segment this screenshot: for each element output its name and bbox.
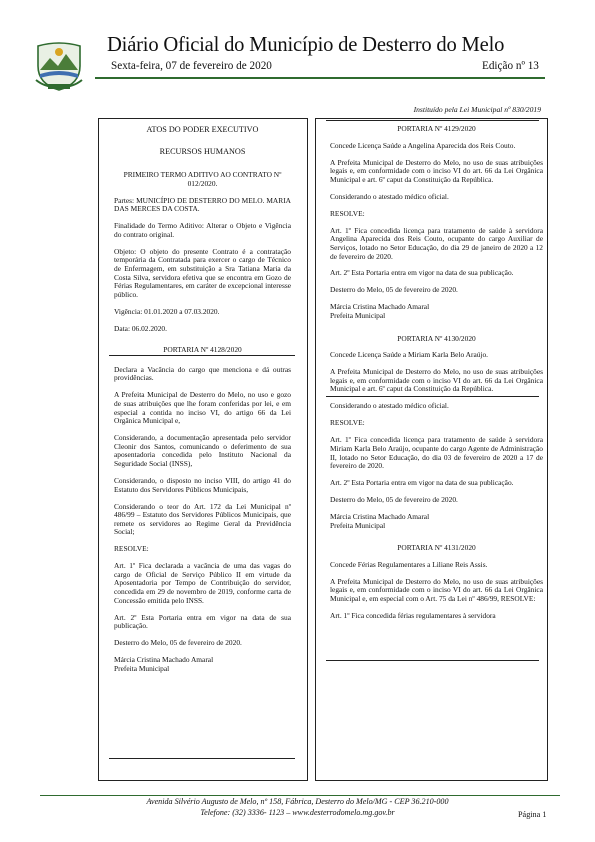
paragraph: Considerando, a documentação apresentada pelo servidor Cleonir dos Santos, comunicando o deferimento de sua aposentadoria concedida pelo Instituto Nacional da Seguridade Social (INSS), <box>114 433 291 468</box>
paragraph: Art. 2º Esta Portaria entra em vigor na data de sua publicação. <box>114 612 291 631</box>
edition-number: Edição nº 13 <box>482 60 539 72</box>
paragraph: Art. 1º Fica concedida licença para tratamento de saúde à servidora Angelina Aparecida dos Reis Couto, ocupante do cargo Auxiliar de Serviços, lotado no Setor Educação, do dia 29 de janeiro de 2020 a 12 de fevereiro de 2020. <box>330 225 543 261</box>
signature-name: Márcia Cristina Machado Amaral <box>114 655 214 665</box>
left-column <box>114 125 291 673</box>
paragraph: Desterro do Melo, 05 de fevereiro de 2020. <box>330 495 458 505</box>
portaria-title: PORTARIA Nº 4131/2020 <box>397 543 476 553</box>
contract-title: PRIMEIRO TERMO ADITIVO AO CONTRATO Nº 012/2020. <box>123 170 282 188</box>
header-divider <box>95 77 545 79</box>
footer-address: Avenida Silvério Augusto de Melo, nº 158, Fábrica, Desterro do Melo/MG - CEP 36.210-000 <box>146 797 449 806</box>
header <box>0 0 595 100</box>
paragraph: RESOLVE: <box>330 208 365 218</box>
portaria-title: PORTARIA Nº 4128/2020 <box>163 345 242 355</box>
section-divider <box>326 660 539 661</box>
paragraph: Desterro do Melo, 05 de fevereiro de 2020. <box>330 285 458 295</box>
paragraph: A Prefeita Municipal de Desterro do Melo, no uso e gozo de suas atribuições que lhe foram conferidas por lei, e em especial a contida no inciso VI, do artigo 66 da Lei Orgânica Municipal e, <box>114 390 291 426</box>
portaria-title: PORTARIA Nº 4130/2020 <box>397 333 476 343</box>
section-subheading: RECURSOS HUMANOS <box>159 147 246 156</box>
paragraph: A Prefeita Municipal de Desterro do Melo, no uso de suas atribuições legais e, em conformidade com o inciso VI do art. 66 da Lei Orgânica Municipal e, em especial com o Art. 75 da Lei nº 486/99, RESOLVE: <box>330 576 543 604</box>
paragraph: RESOLVE: <box>330 418 365 428</box>
paragraph: Art. 2º Esta Portaria entra em vigor na data de sua publicação. <box>330 268 514 278</box>
paragraph: Art. 2º Esta Portaria entra em vigor na data de sua publicação. <box>330 478 514 488</box>
paragraph: Declara a Vacância do cargo que menciona e dá outras providências. <box>114 364 291 383</box>
paragraph: Considerando o atestado médico oficial. <box>330 191 449 201</box>
publication-date: Sexta-feira, 07 de fevereiro de 2020 <box>111 60 272 72</box>
paragraph: Objeto: O objeto do presente Contrato é a contratação temporária da Contratada para exercer o cargo de Técnico de Enfermagem, em substituição a Sra Tatiana Maria da Costa Silva, servidora efetiva que se encontra em Gozo de Férias Regulamentares, em caráter de excepcional interesse público. <box>114 246 291 299</box>
signature-role: Prefeita Municipal <box>330 520 386 530</box>
paragraph: Concede Licença Saúde a Angelina Aparecida dos Reis Couto. <box>330 140 516 150</box>
paragraph: Finalidade do Termo Aditivo: Alterar o Objeto e Vigência do contrato original. <box>114 221 291 239</box>
institution-note: Instituído pela Lei Municipal nº 830/2019 <box>413 105 541 114</box>
portaria-title: PORTARIA Nº 4129/2020 <box>397 124 476 133</box>
signature-name: Márcia Cristina Machado Amaral <box>330 512 430 522</box>
paragraph: A Prefeita Municipal de Desterro do Melo, no uso de suas atribuições legais e, em conformidade com o inciso VI do art. 66 da Lei Orgânica Municipal e art. 6º caput da Constituição da República. <box>330 367 543 394</box>
paragraph: A Prefeita Municipal de Desterro do Melo, no uso de suas atribuições legais e, em conformidade com o inciso VI do art. 66 da Lei Orgânica Municipal e art. 6º caput da Constituição da República. <box>330 157 543 184</box>
paragraph: Concede Férias Regulamentares a Liliane Reis Assis. <box>330 559 488 569</box>
section-divider <box>109 758 295 759</box>
signature-name: Márcia Cristina Machado Amaral <box>330 302 430 312</box>
paragraph: Desterro do Melo, 05 de fevereiro de 2020. <box>114 638 242 648</box>
signature-role: Prefeita Municipal <box>114 663 170 673</box>
paragraph: Considerando o teor do Art. 172 da Lei Municipal nº 486/99 – Estatuto dos Servidores Públicos Municipais, que remete os servidores ao Regime Geral da Previdência Social; <box>114 501 291 537</box>
paragraph: Art. 1º Fica concedida licença para tratamento de saúde à servidora Miriam Karla Belo Araújo, ocupante do cargo Agente de Administração II, lotado no Setor Educação, do dia 03 de fevereiro de 2020 a 17 de fevereiro de 2020. <box>330 435 543 471</box>
paragraph: Partes: MUNICÍPIO DE DESTERRO DO MELO. MARIA DAS MERCES DA COSTA. <box>114 195 291 214</box>
signature-role: Prefeita Municipal <box>330 311 386 321</box>
paragraph: Art. 1º Fica concedida férias regulamentares à servidora <box>330 611 496 621</box>
right-column <box>330 125 543 621</box>
paragraph: Art. 1º Fica declarada a vacância de uma das vagas do cargo de Oficial de Serviço Público II em virtude da Aposentadoria por Tempo de Contribuição do servidor, concedida em 29 de novembro de 2019, conforme carta de Concessão emitida pelo INSS. <box>114 561 291 605</box>
section-heading: ATOS DO PODER EXECUTIVO <box>146 125 259 134</box>
municipal-coat-of-arms-icon <box>34 40 84 92</box>
footer-divider <box>40 795 560 796</box>
paragraph: Concede Licença Saúde a Miriam Karla Belo Araújo. <box>330 350 489 360</box>
footer-contact: Telefone: (32) 3336- 1123 – www.desterrodomelo.mg.gov.br <box>200 808 395 817</box>
paragraph: Vigência: 01.01.2020 a 07.03.2020. <box>114 306 220 316</box>
paragraph: Considerando, o disposto no inciso VIII, do artigo 41 do Estatuto dos Servidores Públicos Municipais, <box>114 475 291 494</box>
paragraph: Data: 06.02.2020. <box>114 323 167 333</box>
publication-title: Diário Oficial do Município de Desterro do Melo <box>107 34 505 56</box>
paragraph: Considerando o atestado médico oficial. <box>330 401 449 411</box>
paragraph: RESOLVE: <box>114 544 149 554</box>
section-divider <box>326 120 539 121</box>
page-number: Página 1 <box>518 810 547 819</box>
